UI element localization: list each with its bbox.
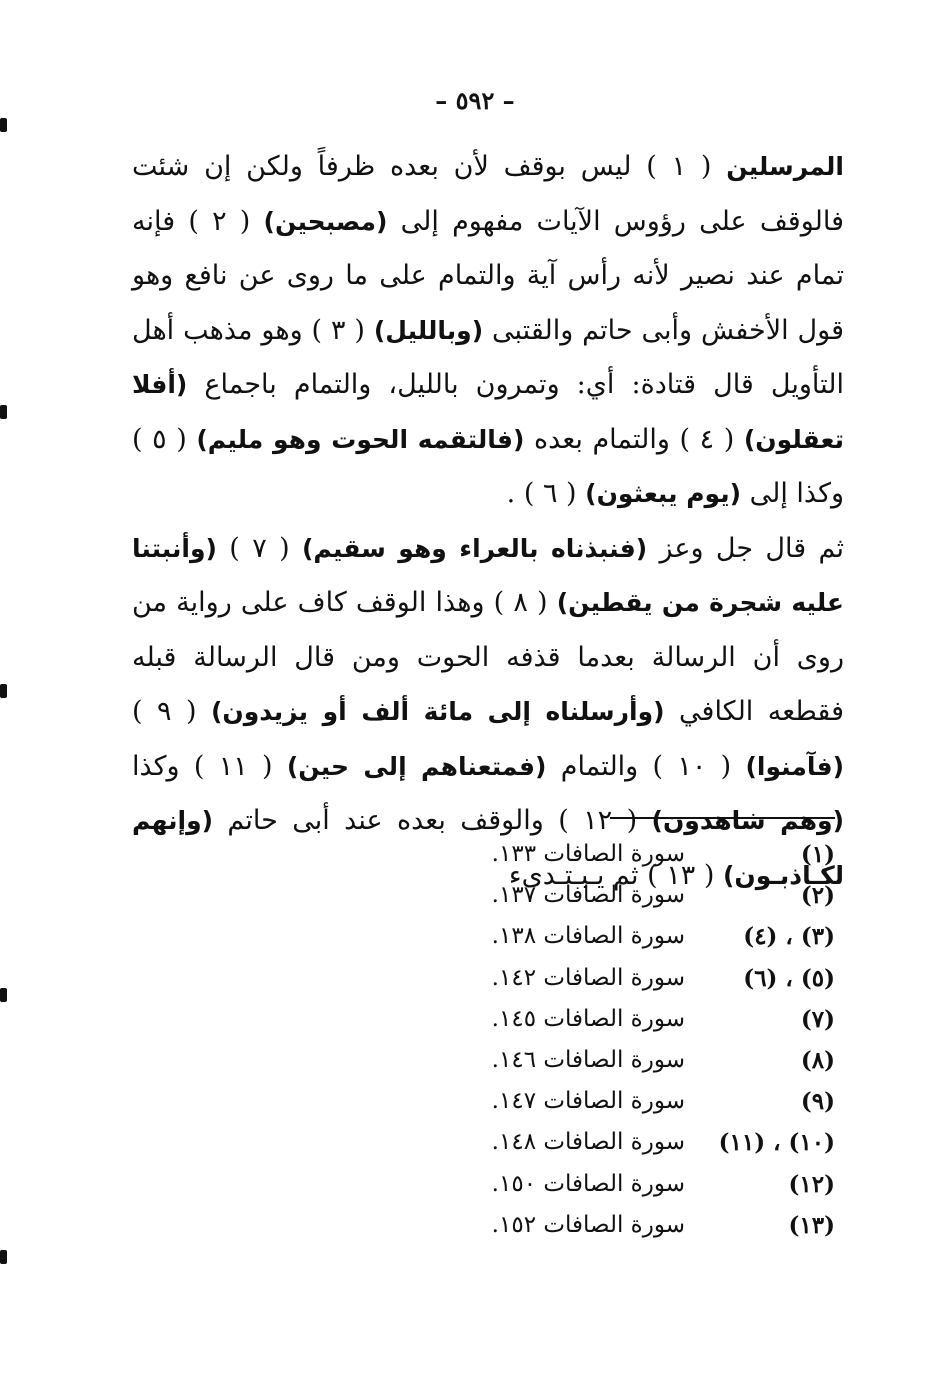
footnote-number: (٨)	[800, 1046, 835, 1074]
scan-edge-mark	[0, 118, 7, 132]
footnote-text: سورة الصافات ١٤٢.	[491, 964, 685, 991]
footnote-item	[470, 958, 835, 999]
footnote-item	[470, 1040, 835, 1081]
quran-quote: (مصبحين)	[263, 206, 388, 236]
footnote-number: (١٢)	[788, 1170, 835, 1198]
body-text-run: ( ٨ ) وهذا الوقف كاف على رواية من روى أن الرسالة بعدما قذفه الحوت ومن قال الرسالة قبله فقطعه الكافي	[132, 587, 844, 727]
footnote-item	[470, 1205, 835, 1246]
footnote-text: سورة الصافات ١٥٠.	[491, 1170, 685, 1197]
footnote-number: (٥) ، (٦)	[743, 964, 835, 992]
body-text-run: ( ١١ ) وكذا	[132, 750, 287, 782]
body-text-run: ( ٤ ) والتمام بعده	[524, 423, 744, 455]
footnote-item	[470, 999, 835, 1040]
footnote-number: (٣) ، (٤)	[743, 923, 835, 951]
footnote-number: (١)	[800, 841, 835, 868]
quran-quote: (وبالليل)	[373, 315, 484, 345]
footnote-text: سورة الصافات ١٤٦.	[491, 1046, 685, 1073]
body-text-run: ثم قال جل وعز	[647, 532, 845, 564]
footnote-number: (١٠) ، (١١)	[718, 1129, 835, 1157]
footnote-item	[470, 1122, 835, 1163]
body-text-run: ( ٥ ) وكذا إلى	[132, 423, 844, 509]
scan-edge-mark	[0, 405, 7, 419]
footnote-item	[470, 834, 835, 875]
quran-quote: (أفلا تعقلون)	[132, 370, 845, 454]
body-text-run: ( ١ ) ليس بوقف لأن بعده ظرفاً ولكن إن شئت فالوقف على رؤوس الآيات مفهوم إلى	[132, 151, 844, 237]
body-text-run: ( ١٠ ) والتمام	[546, 750, 746, 782]
footnote-text: سورة الصافات ١٤٥.	[491, 1005, 685, 1032]
scan-edge-mark	[0, 684, 7, 698]
page-number: – ٥٩٢ –	[435, 86, 515, 115]
quran-quote: (فالتقمه الحوت وهو مليم)	[196, 424, 525, 454]
quran-quote: (وأرسلناه إلى مائة ألف أو يزيدون)	[210, 697, 665, 726]
quran-quote: (فنبذناه بالعراء وهو سقيم)	[301, 533, 648, 563]
scan-edge-mark	[0, 988, 7, 1002]
quran-quote: المرسلين	[726, 152, 844, 181]
footnote-text: سورة الصافات ١٤٨.	[491, 1129, 685, 1156]
footnote-number: (٩)	[800, 1088, 835, 1116]
body-text-run: ( ٢ ) فإنه تمام عند نصير لأنه رأس آية والتمام على ما روى عن نافع وهو قول الأخفش وأبى حاتم والقتبى	[132, 205, 844, 346]
body-text-run: ( ٧ )	[216, 532, 302, 564]
footnote-item	[470, 916, 835, 957]
body-text-run: ( ٩ )	[132, 696, 211, 727]
footnotes	[470, 834, 835, 1246]
footnote-text: سورة الصافات ١٣٧.	[491, 882, 685, 909]
footnote-number: (١٣)	[788, 1211, 835, 1239]
quran-quote: (وهم شاهدون)	[651, 806, 844, 835]
quran-quote: (يوم يبعثون)	[585, 479, 742, 508]
footnote-text: سورة الصافات ١٣٣.	[491, 841, 685, 867]
footnote-number: (٧)	[800, 1005, 835, 1033]
body-text-run: ( ١٢ ) والوقف بعده عند أبى حاتم	[213, 805, 652, 836]
footnote-text: سورة الصافات ١٥٢.	[491, 1211, 685, 1238]
footnote-item	[470, 875, 835, 916]
footnote-separator	[610, 817, 835, 819]
main-text	[132, 140, 844, 903]
paragraph-1	[132, 140, 844, 522]
footnote-number: (٢)	[800, 882, 835, 910]
quran-quote: (فآمنوا)	[745, 751, 845, 781]
footnote-text: سورة الصافات ١٤٧.	[491, 1088, 685, 1115]
quran-quote: (وأنبتنا عليه شجرة من يقطين)	[132, 533, 844, 617]
quran-quote: (وإنهم لكـاذبـون)	[132, 806, 844, 890]
footnote-item	[470, 1081, 835, 1122]
body-text-run: ( ١٣ ) ثم يـبـتـدىء	[508, 859, 723, 891]
quran-quote: (فمتعناهم إلى حين)	[286, 751, 547, 781]
scan-edge-mark	[0, 1250, 7, 1264]
footnote-item	[470, 1164, 835, 1205]
body-text-run: ( ٣ ) وهو مذهب أهل التأويل قال قتادة: أي: وتمرون بالليل، والتمام باجماع	[132, 314, 844, 400]
body-text-run: ( ٦ ) .	[506, 478, 586, 509]
footnote-text: سورة الصافات ١٣٨.	[491, 923, 685, 950]
